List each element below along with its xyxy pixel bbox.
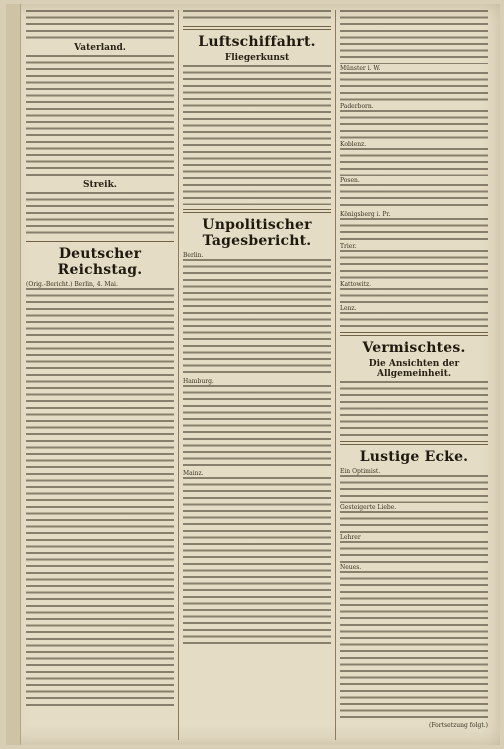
divider xyxy=(183,26,331,30)
dateline: Ein Optimist. xyxy=(340,468,381,475)
dateline: Mainz. xyxy=(183,470,204,477)
newspaper-page xyxy=(6,4,500,745)
article-title-vaterland: Vaterland. xyxy=(74,43,126,53)
article-title-streik: Streik. xyxy=(83,180,117,190)
dateline: (Orig.-Bericht.) Berlin, 4. Mai. xyxy=(26,281,118,288)
text-block xyxy=(340,571,488,721)
article-title-lustige-ecke: Lustige Ecke. xyxy=(359,449,469,465)
column-2 xyxy=(183,10,331,648)
text-block xyxy=(183,259,331,377)
text-block xyxy=(26,55,174,177)
text-block xyxy=(340,184,488,210)
dateline: Kattowitz. xyxy=(340,281,372,288)
divider xyxy=(340,441,488,445)
text-block xyxy=(340,72,488,102)
column-rule-2 xyxy=(335,10,336,740)
divider xyxy=(26,241,174,242)
dateline: Königsberg i. Pr. xyxy=(340,211,391,218)
divider xyxy=(183,209,331,213)
dateline: Posen. xyxy=(340,177,360,184)
article-subtitle: Die Ansichten der Allgemeinheit. xyxy=(368,359,460,379)
text-block xyxy=(340,475,488,503)
text-block xyxy=(340,148,488,176)
dateline: Lehrer xyxy=(340,534,361,541)
text-block xyxy=(183,385,331,469)
dateline: Koblenz. xyxy=(340,141,367,148)
dateline: Hamburg. xyxy=(183,378,214,385)
text-block xyxy=(340,218,488,242)
text-block xyxy=(26,288,174,706)
dateline: Münster i. W. xyxy=(340,65,381,72)
text-block xyxy=(340,381,488,437)
article-title-reichstag: Deutscher Reichstag. xyxy=(57,246,143,278)
text-block xyxy=(340,250,488,280)
text-block xyxy=(183,10,331,22)
continued-note: (Fortsetzung folgt.) xyxy=(429,722,488,729)
article-title-luftschiffahrt: Luftschiffahrt. xyxy=(198,34,316,50)
text-block xyxy=(340,312,488,328)
dateline: Berlin. xyxy=(183,252,204,259)
dateline: Paderborn. xyxy=(340,103,374,110)
text-block xyxy=(340,288,488,304)
text-block xyxy=(26,10,174,40)
article-title-vermischtes: Vermischtes. xyxy=(362,340,466,356)
text-block xyxy=(340,110,488,140)
text-block xyxy=(340,10,488,64)
dateline: Neues. xyxy=(340,564,362,571)
text-block xyxy=(26,192,174,238)
column-1 xyxy=(26,10,174,707)
dateline: Gesteigerte Liebe. xyxy=(340,504,397,511)
text-block xyxy=(183,65,331,205)
dateline: Lenz. xyxy=(340,305,357,312)
text-block xyxy=(183,477,331,647)
text-block xyxy=(340,541,488,563)
column-3 xyxy=(340,10,488,729)
article-title-tagesbericht: Unpolitischer Tagesbericht. xyxy=(202,217,312,249)
binding-edge xyxy=(6,4,21,745)
article-subtitle: Fliegerkunst xyxy=(224,53,290,63)
column-rule-1 xyxy=(178,10,179,740)
divider xyxy=(340,332,488,336)
dateline: Trier. xyxy=(340,243,357,250)
text-block xyxy=(340,511,488,533)
